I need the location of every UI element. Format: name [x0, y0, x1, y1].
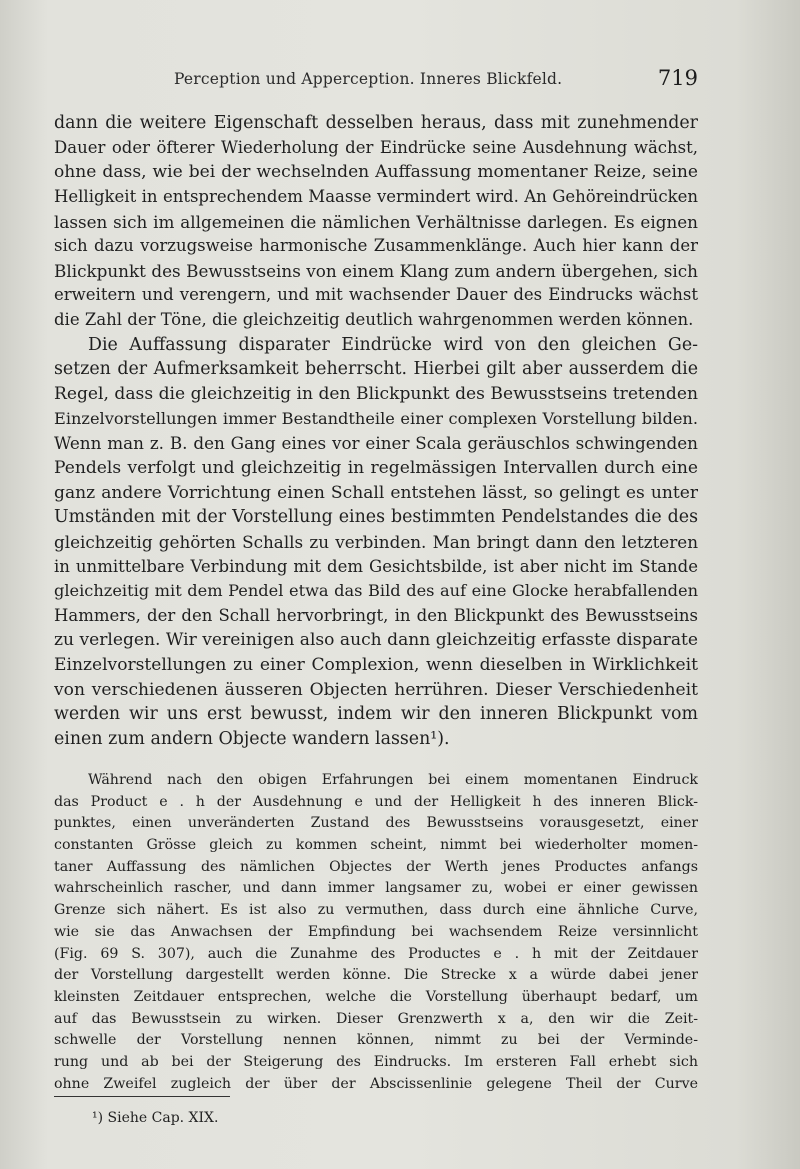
running-title: Perception und Apperception. Inneres Blickfeld. — [174, 70, 563, 88]
text-line: Einzelvorstellungen immer Bestandtheile einer complexen Vorstellung bilden. — [54, 408, 698, 428]
page-header — [54, 66, 698, 94]
small-print-block — [54, 770, 698, 1095]
text-line: dann die weitere Eigenschaft desselben heraus, dass mit zunehmender — [54, 113, 698, 133]
text-line: Regel, dass die gleichzeitig in den Blickpunkt des Bewusstseins tretenden — [54, 384, 698, 405]
text-line: setzen der Aufmerksamkeit beherrscht. Hierbei gilt aber ausserdem die — [54, 359, 698, 380]
text-line: Die Auffassung disparater Eindrücke wird von den gleichen Ge- — [88, 334, 698, 355]
text-line: Wenn man z. B. den Gang eines vor einer Scala geräuschlos schwingenden — [54, 433, 698, 454]
small-text-line: der Vorstellung dargestellt werden könne. Die Strecke x a würde dabei jener — [54, 967, 698, 984]
footnote-divider — [54, 1096, 230, 1097]
small-text-line: wie sie das Anwachsen der Empfindung bei wachsendem Reize versinnlicht — [54, 923, 698, 940]
text-line: Hammers, der den Schall hervorbringt, in den Blickpunkt des Bewusstseins — [54, 605, 698, 625]
small-text-line: ohne Zweifel zugleich der über der Abscissenlinie gelegene Theil der Curve — [54, 1075, 698, 1092]
small-text-line: auf das Bewusstsein zu wirken. Dieser Grenzwerth x a, den wir die Zeit- — [54, 1010, 698, 1027]
small-text-line: kleinsten Zeitdauer entsprechen, welche die Vorstellung überhaupt bedarf, um — [54, 988, 698, 1005]
text-line: Dauer oder öfterer Wiederholung der Eindrücke seine Ausdehnung wächst, — [54, 137, 698, 157]
page-number: 719 — [657, 66, 698, 90]
small-text-line: Während nach den obigen Erfahrungen bei einem momentanen Eindruck — [88, 772, 698, 788]
text-line: in unmittelbare Verbindung mit dem Gesichtsbilde, ist aber nicht im Stande — [54, 556, 698, 576]
small-text-line: (Fig. 69 S. 307), auch die Zunahme des Productes e . h mit der Zeitdauer — [54, 945, 698, 962]
small-text-line: taner Auffassung des nämlichen Objectes der Werth jenes Productes anfangs — [54, 858, 698, 875]
text-line: von verschiedenen äusseren Objecten herrühren. Dieser Verschiedenheit — [54, 679, 698, 700]
text-line: erweitern und verengern, und mit wachsender Dauer des Eindrucks wächst — [54, 285, 698, 305]
small-text-line: punktes, einen unveränderten Zustand des Bewusstseins vorausgesetzt, einer — [54, 815, 698, 832]
text-line: die Zahl der Töne, die gleichzeitig deutlich wahrgenommen werden können. — [54, 310, 694, 330]
text-line: zu verlegen. Wir vereinigen also auch dann gleichzeitig erfasste disparate — [54, 630, 698, 651]
text-line: Helligkeit in entsprechendem Maasse vermindert wird. An Gehöreindrücken — [54, 186, 698, 206]
text-line: werden wir uns erst bewusst, indem wir den inneren Blickpunkt vom — [54, 704, 698, 725]
text-line: gleichzeitig mit dem Pendel etwa das Bild des auf eine Glocke herabfallenden — [54, 581, 698, 601]
text-line: gleichzeitig gehörten Schalls zu verbinden. Man bringt dann den letzteren — [54, 531, 698, 552]
small-text-line: rung und ab bei der Steigerung des Eindrucks. Im ersteren Fall erhebt sich — [54, 1053, 698, 1070]
text-line: sich dazu vorzugsweise harmonische Zusammenklänge. Auch hier kann der — [54, 236, 698, 256]
small-text-line: Grenze sich nähert. Es ist also zu vermuthen, dass durch eine ähnliche Curve, — [54, 902, 698, 919]
small-text-line: wahrscheinlich rascher, und dann immer langsamer zu, wobei er einer gewissen — [54, 880, 698, 897]
text-line: ganz andere Vorrichtung einen Schall entstehen lässt, so gelingt es unter — [54, 482, 698, 503]
small-text-line: das Product e . h der Ausdehnung e und der Helligkeit h des inneren Blick- — [54, 793, 698, 810]
text-line: lassen sich im allgemeinen die nämlichen Verhältnisse darlegen. Es eignen — [54, 211, 698, 232]
small-text-line: constanten Grösse gleich zu kommen scheint, nimmt bei wiederholter momen- — [54, 837, 698, 854]
text-line: Blickpunkt des Bewusstseins von einem Klang zum andern übergehen, sich — [54, 260, 698, 281]
text-line: Umständen mit der Vorstellung eines bestimmten Pendelstandes die des — [54, 507, 698, 528]
text-line: Einzelvorstellungen zu einer Complexion, wenn dieselben in Wirklichkeit — [54, 655, 698, 676]
text-line: Pendels verfolgt und gleichzeitig in regelmässigen Intervallen durch eine — [54, 457, 698, 478]
text-line: einen zum andern Objecte wandern lassen¹). — [54, 729, 450, 750]
main-text-block — [54, 111, 698, 752]
small-text-line: schwelle der Vorstellung nennen können, nimmt zu bei der Verminde- — [54, 1032, 698, 1049]
footnote: ¹) Siehe Cap. XIX. — [92, 1110, 219, 1126]
text-line: ohne dass, wie bei der wechselnden Auffassung momentaner Reize, seine — [54, 162, 698, 183]
